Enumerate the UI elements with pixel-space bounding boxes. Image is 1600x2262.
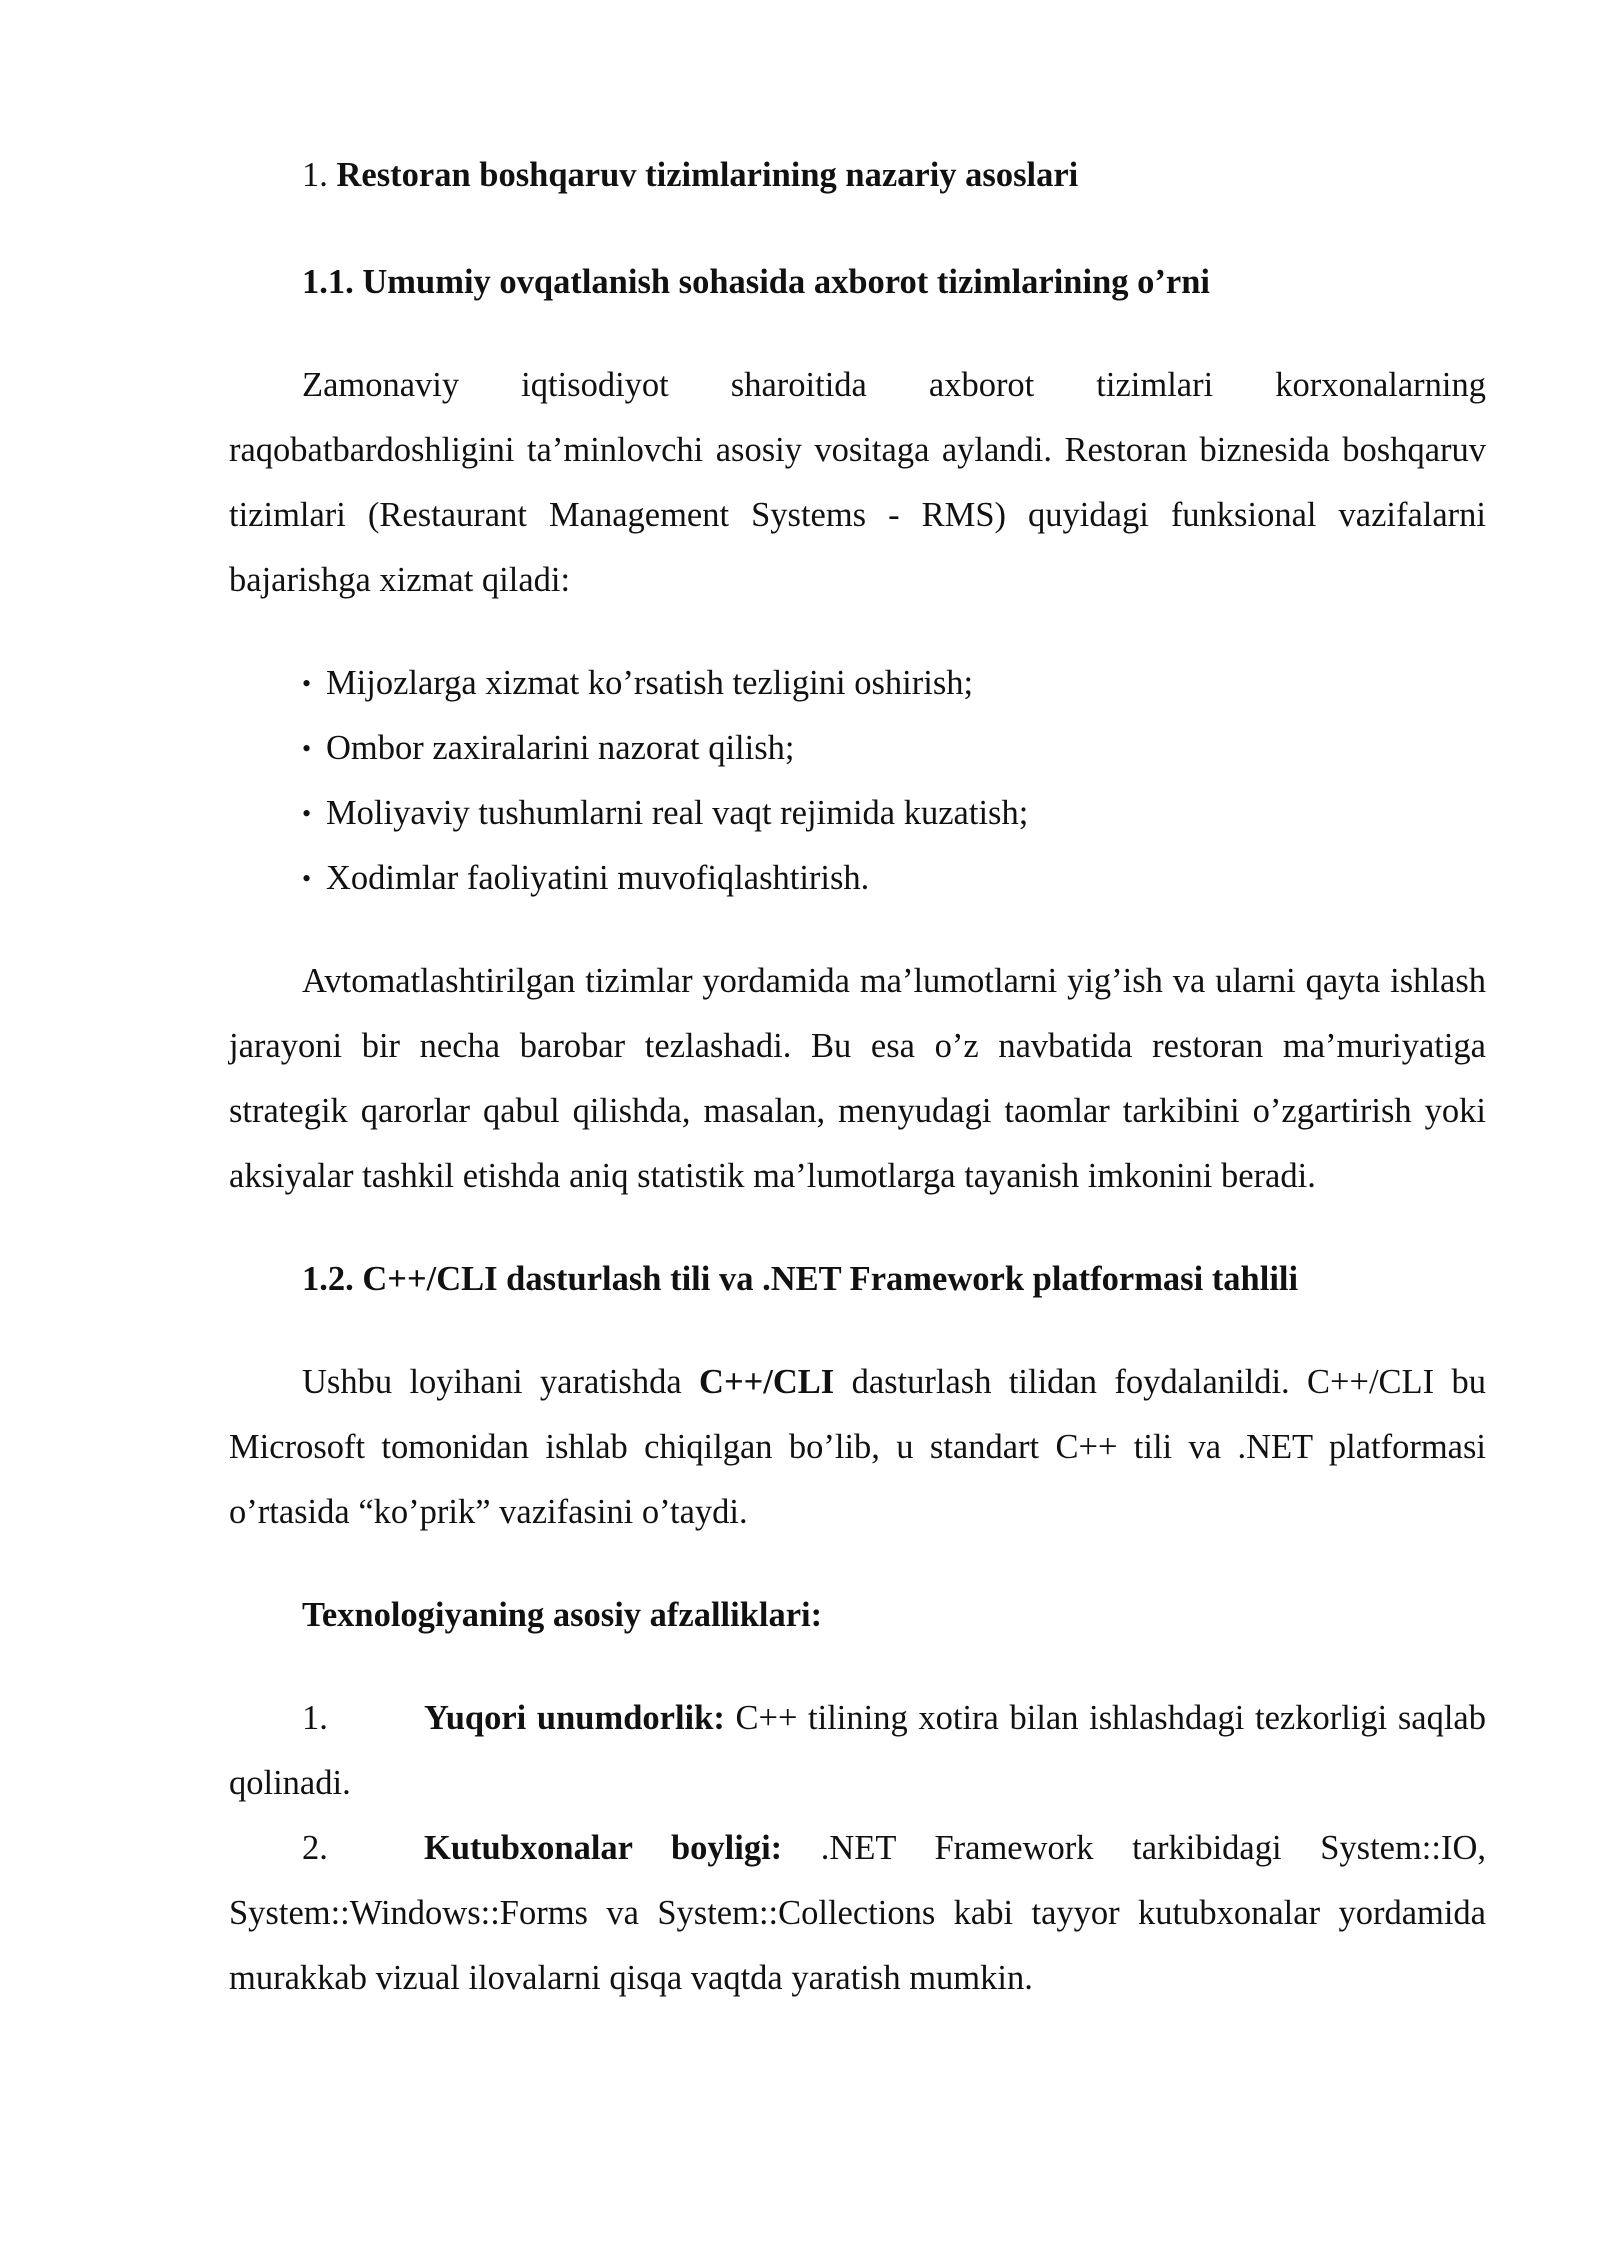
function-list <box>229 651 1486 911</box>
advantage-number: 2. <box>302 1829 328 1867</box>
document-content <box>229 143 1486 2011</box>
paragraph-bold-term: C++/CLI <box>699 1363 835 1401</box>
advantage-item <box>229 1816 1486 2011</box>
chapter-heading <box>229 143 1486 208</box>
list-item <box>302 781 1486 846</box>
advantage-item <box>229 1686 1486 1816</box>
list-item <box>302 651 1486 716</box>
section-1-1-title: 1.1. Umumiy ovqatlanish sohasida axborot tizimlarining o’rni <box>302 263 1210 301</box>
list-item-text: Xodimlar faoliyatini muvofiqlashtirish. <box>326 859 870 897</box>
advantage-label: Yuqori unumdorlik: <box>424 1699 725 1737</box>
section-1-1-paragraph-2: Avtomatlashtirilgan tizimlar yordamida ma’lumotlarni yig’ish va ularni qayta ishlash jarayoni bir necha barobar tezlashadi. Bu esa o’z navbatida restoran ma’muriyatiga strategik qarorlar qabul qilishda, masalan, menyudagi taomlar tarkibini o’zgartirish yoki aksiyalar tashkil etishda aniq statistik ma’lumotlarga tayanish imkonini beradi. <box>229 962 1486 1195</box>
list-item-text: Moliyaviy tushumlarni real vaqt rejimida kuzatish; <box>326 794 1029 832</box>
advantages-title: Texnologiyaning asosiy afzalliklari: <box>302 1596 823 1634</box>
paragraph-text-start: Ushbu loyihani yaratishda <box>302 1363 700 1401</box>
chapter-title: Restoran boshqaruv tizimlarining nazariy asoslari <box>336 156 1079 194</box>
section-1-2-title: 1.2. C++/CLI dasturlash tili va .NET Framework platformasi tahlili <box>302 1260 1299 1298</box>
advantage-number: 1. <box>302 1699 328 1737</box>
chapter-number: 1. <box>302 156 328 194</box>
bullet-icon: • <box>302 864 312 893</box>
paragraph-text-end: dasturlash tilidan foydalanildi. C++/CLI bu Microsoft tomonidan ishlab chiqilgan bo’lib, u standart C++ tili va .NET platformasi o’rtasida “ko’prik” vazifasini o’taydi. <box>229 1363 1486 1531</box>
list-item-text: Mijozlarga xizmat ko’rsatish tezligini oshirish; <box>326 664 974 702</box>
bullet-icon: • <box>302 734 312 763</box>
advantage-label: Kutubxonalar boyligi: <box>424 1829 783 1867</box>
list-item-text: Ombor zaxiralarini nazorat qilish; <box>326 729 795 767</box>
bullet-icon: • <box>302 799 312 828</box>
bullet-icon: • <box>302 669 312 698</box>
advantage-text: .NET Framework tarkibidagi System::IO, System::Windows::Forms va System::Collections kabi tayyor kutubxonalar yordamida murakkab vizual ilovalarni qisqa vaqtda yaratish mumkin. <box>229 1829 1486 1997</box>
advantage-text: C++ tilining xotira bilan ishlashdagi tezkorligi saqlab qolinadi. <box>229 1699 1486 1802</box>
section-1-2-paragraph <box>229 1350 1486 1545</box>
list-item <box>302 846 1486 911</box>
list-item <box>302 716 1486 781</box>
section-1-1-paragraph-1: Zamonaviy iqtisodiyot sharoitida axborot tizimlari korxonalarning raqobatbardoshligini ta’minlovchi asosiy vositaga aylandi. Restoran biznesida boshqaruv tizimlari (Restaurant Management Systems - RMS) quyidagi funksional vazifalarni bajarishga xizmat qiladi: <box>229 366 1486 599</box>
